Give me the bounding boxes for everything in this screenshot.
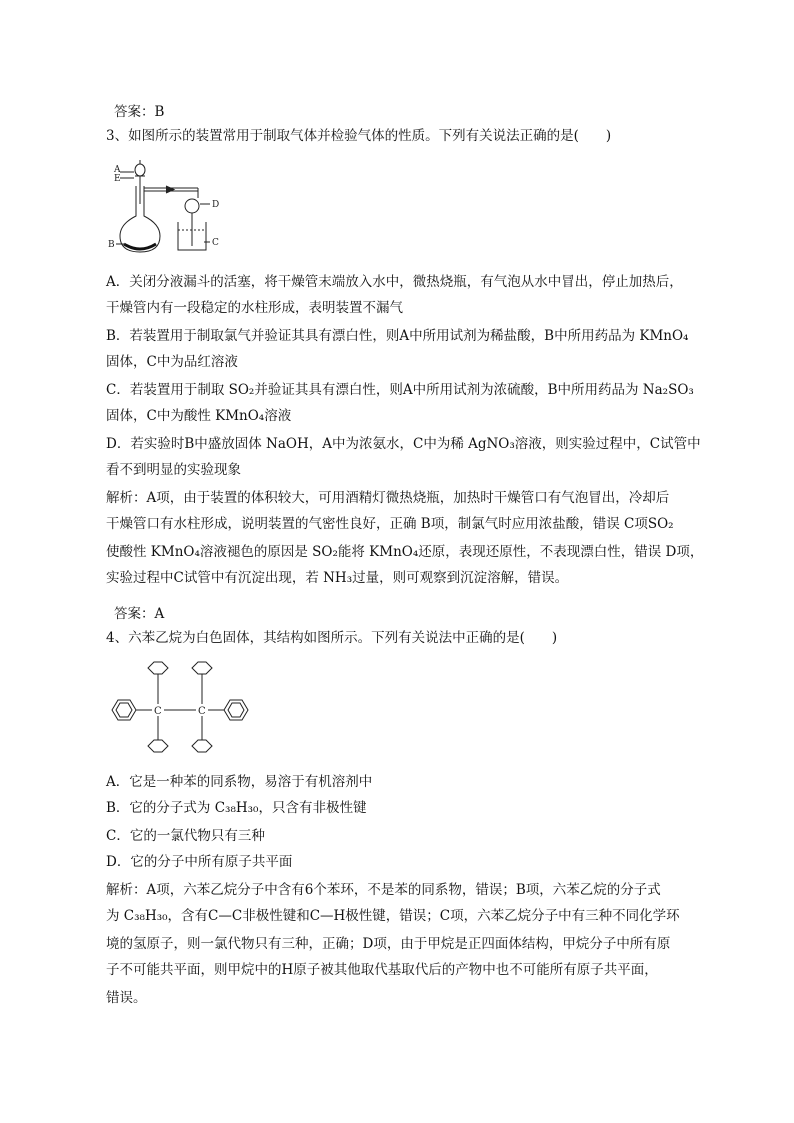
- q3-option-a-line2: 干燥管内有一段稳定的水柱形成，表明装置不漏气: [106, 300, 403, 316]
- benzene-ring-bottom-right: [192, 740, 212, 752]
- q3-answer: 答案：A: [114, 606, 165, 622]
- funnel-bulb: [135, 164, 145, 176]
- gas-apparatus-figure: [106, 156, 236, 256]
- q4-option-c: C．它的一氯代物只有三种: [106, 828, 265, 844]
- q3-option-b-line1: B．若装置用于制取氯气并验证其具有漂白性，则A中所用试剂为稀盐酸，B中所用药品为 KMnO₄: [106, 328, 689, 344]
- flask-solid: [124, 244, 156, 249]
- label-d: D: [212, 200, 220, 210]
- benzene-ring-top-left: [148, 662, 168, 674]
- hexaphenylethane-structure: [106, 660, 256, 760]
- drying-tube-bulb: [185, 199, 199, 213]
- q3-option-c-line1: C．若装置用于制取 SO₂并验证其具有漂白性，则A中所用试剂为浓硫酸，B中所用药品为 Na₂SO₃: [106, 382, 694, 398]
- benzene-ring-right: [224, 700, 248, 720]
- q3-analysis-line4: 实验过程中C试管中有沉淀出现，若 NH₃过量，则可观察到沉淀溶解，错误。: [106, 570, 569, 586]
- q4-analysis-line1: 解析：A项，六苯乙烷分子中含有6个苯环，不是苯的同系物，错误；B项，六苯乙烷的分子式: [106, 882, 661, 898]
- label-e: E: [114, 174, 121, 184]
- benzene-ring-left: [112, 700, 136, 720]
- q3-option-d-line2: 看不到明显的实验现象: [106, 462, 241, 478]
- q4-analysis-line2: 为 C₃₈H₃₀，含有C—C非极性键和C—H极性键，错误；C项，六苯乙烷分子中有三种不同化学环: [106, 908, 680, 924]
- q3-stem: 3、如图所示的装置常用于制取气体并检验气体的性质。下列有关说法正确的是( ): [106, 128, 612, 144]
- label-c: C: [212, 238, 219, 248]
- q3-option-d-line1: D．若实验时B中盛放固体 NaOH，A中为浓氨水，C中为稀 AgNO₃溶液，则实验过程中，C试管中: [106, 436, 701, 452]
- q3-option-a-line1: A．关闭分液漏斗的活塞，将干燥管末端放入水中，微热烧瓶，有气泡从水中冒出，停止加热后，: [106, 274, 683, 290]
- label-b: B: [108, 240, 115, 250]
- carbon-label-1: C: [154, 706, 162, 717]
- q4-analysis-line5: 错误。: [106, 990, 147, 1006]
- benzene-ring-top-right: [192, 662, 212, 674]
- carbon-label-2: C: [198, 706, 206, 717]
- q4-analysis-line3: 境的氢原子，则一氯代物只有三种，正确；D项，由于甲烷是正四面体结构，甲烷分子中所有原: [106, 936, 671, 952]
- q3-analysis-line2: 干燥管口有水柱形成，说明装置的气密性良好，正确 B项，制氯气时应用浓盐酸，错误 C项SO₂: [106, 516, 674, 532]
- q3-analysis-line1: 解析：A项，由于装置的体积较大，可用酒精灯微热烧瓶，加热时干燥管口有气泡冒出，冷却后: [106, 490, 670, 506]
- q4-option-a: A．它是一种苯的同系物，易溶于有机溶剂中: [106, 774, 373, 790]
- q3-option-c-line2: 固体，C中为酸性 KMnO₄溶液: [106, 408, 292, 424]
- q4-analysis-line4: 子不可能共平面，则甲烷中的H原子被其他取代基取代后的产物中也不可能所有原子共平面，: [106, 962, 658, 978]
- flow-arrow: [166, 186, 174, 193]
- previous-answer: 答案：B: [114, 104, 165, 120]
- label-a: A: [114, 165, 121, 175]
- q3-analysis-line3: 使酸性 KMnO₄溶液褪色的原因是 SO₂能将 KMnO₄还原，表现还原性，不表现漂白性，错误 D项，: [106, 544, 704, 560]
- q4-option-b: B．它的分子式为 C₃₈H₃₀，只含有非极性键: [106, 800, 367, 816]
- q4-stem: 4、六苯乙烷为白色固体，其结构如图所示。下列有关说法中正确的是( ): [106, 630, 558, 646]
- benzene-ring-bottom-left: [148, 740, 168, 752]
- q4-option-d: D．它的分子中所有原子共平面: [106, 854, 293, 870]
- q3-option-b-line2: 固体，C中为品红溶液: [106, 354, 238, 370]
